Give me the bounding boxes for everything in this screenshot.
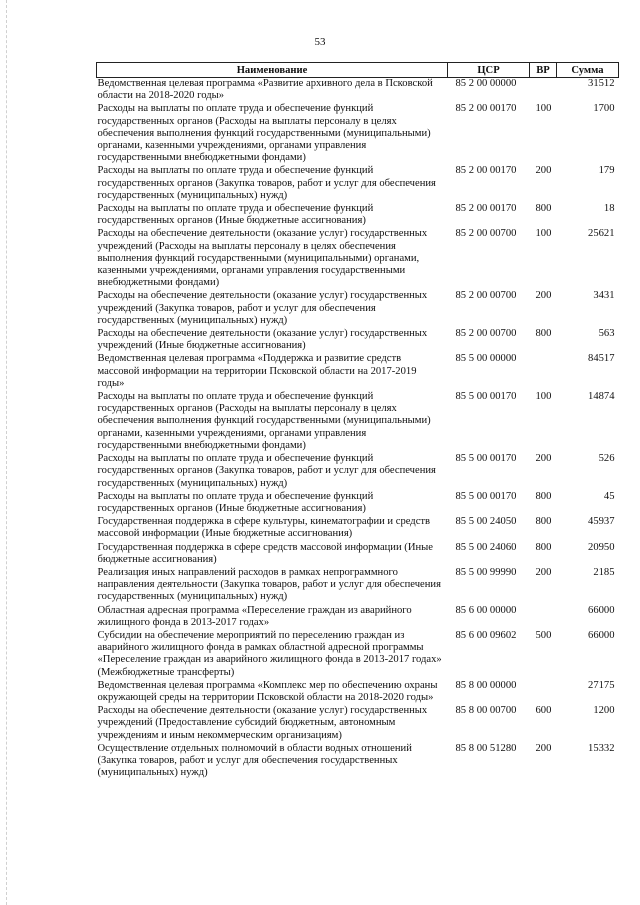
table-row <box>97 705 619 743</box>
table-row <box>97 228 619 290</box>
row-code-cell: 85 6 00 09602 <box>455 629 517 641</box>
row-sum-cell: 3431 <box>593 290 615 302</box>
row-name-cell: Расходы на обеспечение деятельности (оказание услуг) государственных учреждений (Предоставление субсидий бюджетным, автономным учреждениям и иным некоммерческим организациям) <box>97 705 428 741</box>
row-name-cell: Реализация иных направлений расходов в рамках непрограммного направления деятельности (Закупка товаров, работ и услуг для обеспечения государственных (муниципальных) нужд) <box>97 566 441 603</box>
row-code-cell: 85 5 00 24060 <box>455 541 517 553</box>
row-name-cell: Государственная поддержка в сфере средств массовой информации (Иные бюджетные ассигнования) <box>97 541 433 565</box>
row-sum-cell: 14874 <box>588 391 615 403</box>
row-code-cell: 85 5 00 00170 <box>455 391 517 403</box>
row-vr-cell <box>530 680 557 705</box>
row-sum-cell: 45937 <box>588 516 615 528</box>
table-row <box>97 605 619 630</box>
row-sum-cell: 45 <box>603 490 615 502</box>
page-margin-line <box>6 0 8 905</box>
table-row <box>97 103 619 165</box>
row-code-cell: 85 5 00 00000 <box>455 353 517 365</box>
table-row <box>97 630 619 680</box>
table-row <box>97 328 619 353</box>
row-name-cell: Ведомственная целевая программа «Поддержка и развитие средств массовой информации на территории Псковской области на 2017-2019 годы» <box>97 353 417 389</box>
row-vr-cell: 800 <box>535 541 552 553</box>
table-row <box>97 680 619 705</box>
table-row <box>97 391 619 453</box>
row-sum-cell: 18 <box>603 203 615 215</box>
row-vr-cell: 200 <box>535 566 552 578</box>
table-row <box>97 542 619 567</box>
row-sum-cell: 179 <box>598 165 615 177</box>
row-name-cell: Расходы на выплаты по оплате труда и обеспечение функций государственных органов (Закупка товаров, работ и услуг для обеспечения государственных (муниципальных) нужд) <box>97 165 436 201</box>
row-vr-cell: 100 <box>535 391 552 403</box>
row-code-cell: 85 8 00 00700 <box>455 705 517 717</box>
row-code-cell: 85 8 00 51280 <box>455 742 517 754</box>
row-sum-cell: 15332 <box>588 742 615 754</box>
row-code-cell: 85 5 00 24050 <box>455 516 517 528</box>
row-sum-cell: 31512 <box>588 78 615 89</box>
row-code-cell: 85 2 00 00170 <box>455 165 517 177</box>
row-vr-cell: 200 <box>535 165 552 177</box>
row-code-cell: 85 2 00 00170 <box>455 103 517 115</box>
table-row <box>97 567 619 605</box>
table-header-row <box>97 63 619 78</box>
row-name-cell: Расходы на обеспечение деятельности (оказание услуг) государственных учреждений (Иные бюджетные ассигнования) <box>97 328 428 352</box>
table-body <box>97 78 619 781</box>
row-name-cell: Ведомственная целевая программа «Развитие архивного дела в Псковской области на 2018-2020 годы» <box>97 78 433 102</box>
row-sum-cell: 66000 <box>588 604 615 616</box>
row-name-cell: Государственная поддержка в сфере культуры, кинематографии и средств массовой информации (Иные бюджетные ассигнования) <box>97 516 431 540</box>
row-sum-cell: 2185 <box>593 566 615 578</box>
row-vr-cell: 100 <box>535 103 552 115</box>
header-vr: ВР <box>530 63 557 78</box>
header-name: Наименование <box>97 63 448 78</box>
row-sum-cell: 20950 <box>588 541 615 553</box>
row-code-cell: 85 5 00 00170 <box>455 490 517 502</box>
header-sum: Сумма <box>557 63 619 78</box>
row-name-cell: Расходы на обеспечение деятельности (оказание услуг) государственных учреждений (Закупка товаров, работ и услуг для обеспечения государственных (муниципальных) нужд) <box>97 290 428 326</box>
table-row <box>97 453 619 491</box>
row-vr-cell: 800 <box>535 490 552 502</box>
row-sum-cell: 27175 <box>588 679 615 691</box>
row-code-cell: 85 2 00 00700 <box>455 328 517 340</box>
row-name-cell: Расходы на выплаты по оплате труда и обеспечение функций государственных органов (Расходы на выплаты персоналу в целях обеспечения выполнения функций государственными (муниципальными) органами, казенными учреждениями, органами управления государственными внебюджетными фондами) <box>97 391 431 451</box>
row-name-cell: Расходы на обеспечение деятельности (оказание услуг) государственных учреждений (Расходы на выплаты персоналу в целях обеспечения выполнения функций государственными (муниципальными) органами, казенными учреждениями, органами управления государственными внебюджетными фондами) <box>97 228 428 289</box>
row-vr-cell: 800 <box>535 203 552 215</box>
row-vr-cell <box>530 78 557 104</box>
row-name-cell: Расходы на выплаты по оплате труда и обеспечение функций государственных органов (Иные бюджетные ассигнования) <box>97 490 374 514</box>
row-name-cell: Ведомственная целевая программа «Комплекс мер по обеспечению охраны окружающей среды на территории Псковской области на 2018-2020 годы» <box>97 679 438 703</box>
row-vr-cell: 100 <box>535 228 552 240</box>
row-name-cell: Субсидии на обеспечение мероприятий по переселению граждан из аварийного жилищного фонда в рамках областной адресной программы «Переселение граждан из аварийного жилищного фонда в 2013-2017 годах» (Межбюджетные трансферты) <box>97 629 442 678</box>
table-row <box>97 353 619 391</box>
row-name-cell: Осуществление отдельных полномочий в области водных отношений (Закупка товаров, работ и услуг для обеспечения государственных (муниципальных) нужд) <box>97 742 412 779</box>
table-row <box>97 78 619 104</box>
row-vr-cell: 600 <box>535 705 552 717</box>
row-vr-cell: 800 <box>535 516 552 528</box>
row-vr-cell: 800 <box>535 328 552 340</box>
row-sum-cell: 25621 <box>588 228 615 240</box>
row-name-cell: Расходы на выплаты по оплате труда и обеспечение функций государственных органов (Закупка товаров, работ и услуг для обеспечения государственных (муниципальных) нужд) <box>97 453 436 489</box>
row-sum-cell: 66000 <box>588 629 615 641</box>
table-row <box>97 516 619 541</box>
page-number: 53 <box>314 36 326 48</box>
row-name-cell: Областная адресная программа «Переселение граждан из аварийного жилищного фонда в 2013-2017 годах» <box>97 604 412 628</box>
table-row <box>97 165 619 203</box>
row-sum-cell: 563 <box>598 328 615 340</box>
row-name-cell: Расходы на выплаты по оплате труда и обеспечение функций государственных органов (Расходы на выплаты персоналу в целях обеспечения выполнения функций государственными (муниципальными) органами, казенными учреждениями, органами управления государственными внебюджетными фондами) <box>97 103 431 164</box>
table-row <box>97 290 619 328</box>
row-sum-cell: 1200 <box>593 705 615 717</box>
budget-table <box>96 62 619 780</box>
row-vr-cell: 200 <box>535 742 552 754</box>
row-code-cell: 85 5 00 99990 <box>455 566 517 578</box>
row-code-cell: 85 8 00 00000 <box>455 679 517 691</box>
row-code-cell: 85 2 00 00170 <box>455 203 517 215</box>
row-sum-cell: 1700 <box>593 103 615 115</box>
row-code-cell: 85 2 00 00700 <box>455 290 517 302</box>
row-vr-cell: 500 <box>535 629 552 641</box>
row-sum-cell: 84517 <box>588 353 615 365</box>
row-vr-cell: 200 <box>535 290 552 302</box>
row-vr-cell <box>530 605 557 630</box>
row-code-cell: 85 2 00 00700 <box>455 228 517 240</box>
row-vr-cell: 200 <box>535 453 552 465</box>
row-code-cell: 85 6 00 00000 <box>455 604 517 616</box>
table-row <box>97 743 619 781</box>
table-row <box>97 203 619 228</box>
table-row <box>97 491 619 516</box>
row-vr-cell <box>530 353 557 391</box>
header-code: ЦСР <box>448 63 530 78</box>
row-sum-cell: 526 <box>598 453 615 465</box>
row-code-cell: 85 2 00 00000 <box>455 78 517 89</box>
row-code-cell: 85 5 00 00170 <box>455 453 517 465</box>
row-name-cell: Расходы на выплаты по оплате труда и обеспечение функций государственных органов (Иные бюджетные ассигнования) <box>97 203 374 227</box>
